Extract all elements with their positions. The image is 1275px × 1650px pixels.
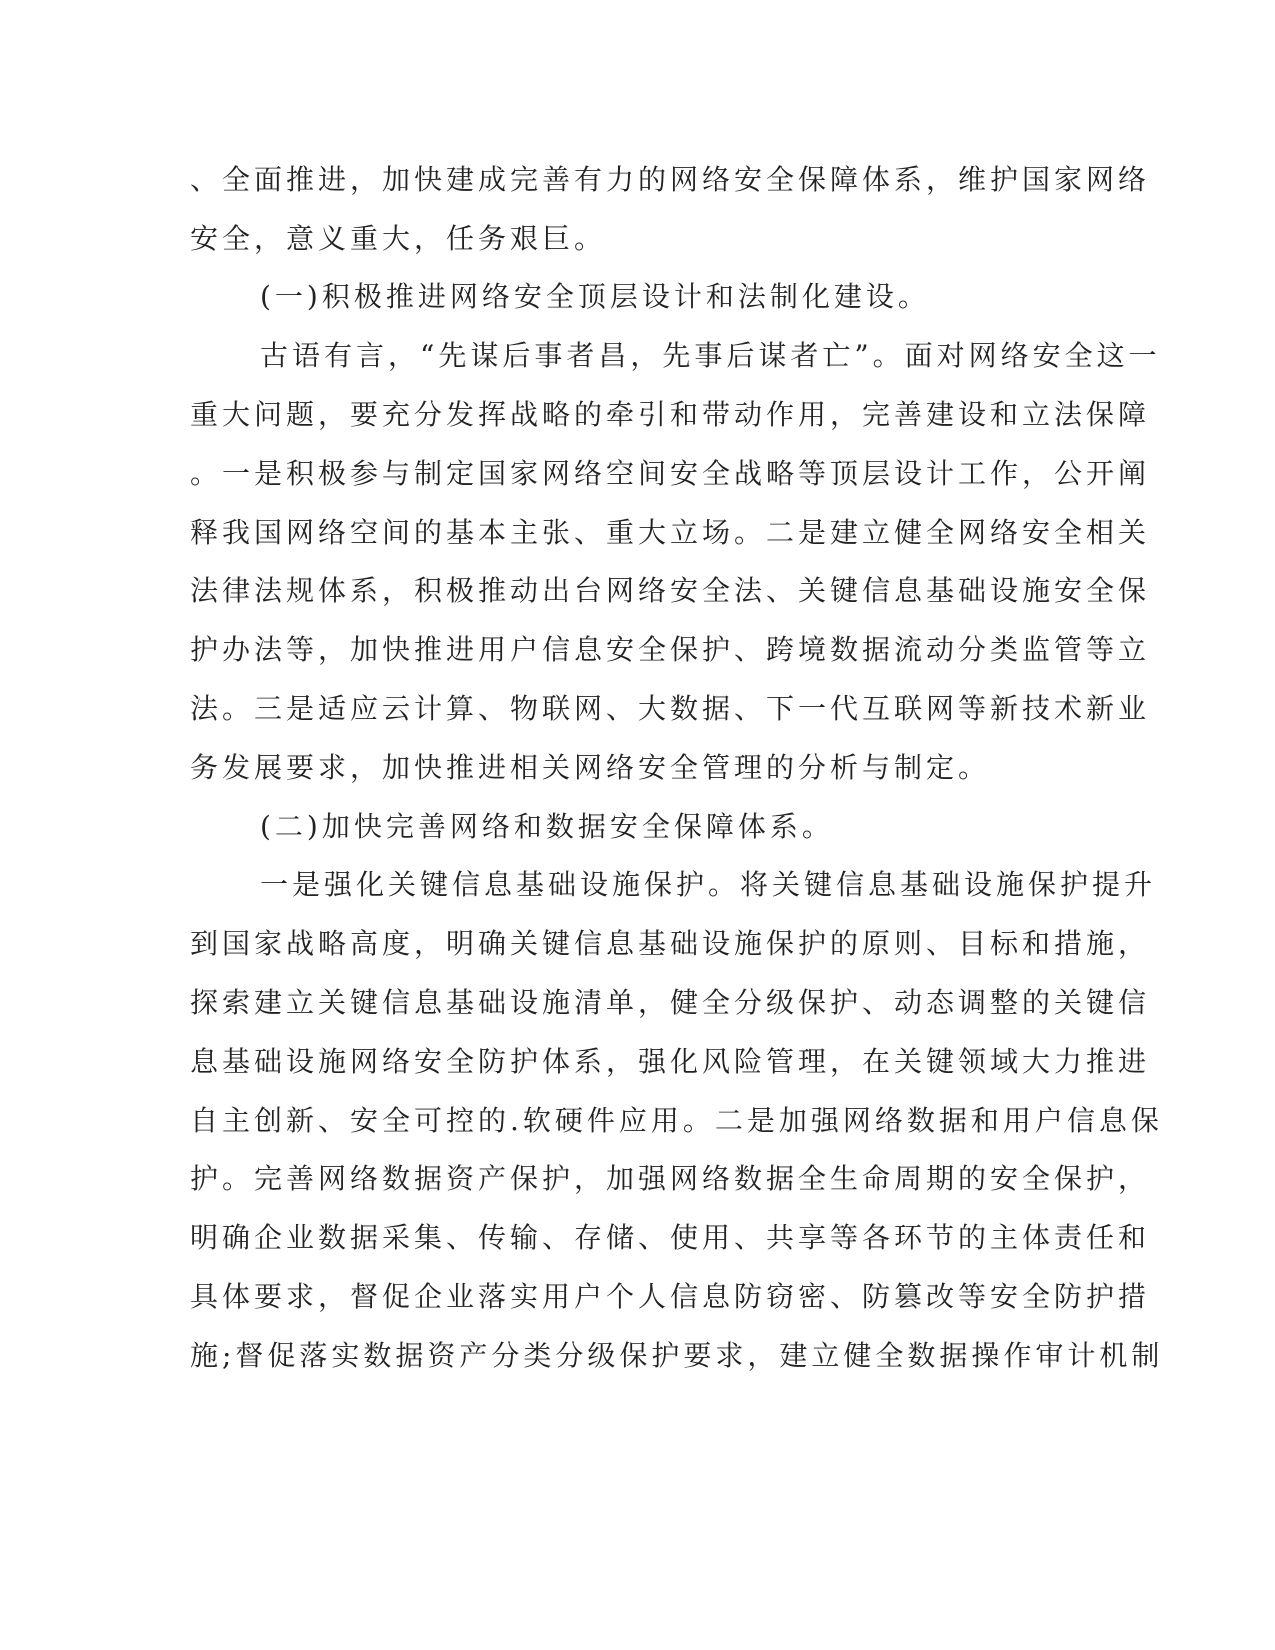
text-line: 探索建立关键信息基础设施清单，健全分级保护、动态调整的关键信 (190, 986, 1151, 1019)
text-line: 到国家战略高度，明确关键信息基础设施保护的原则、目标和措施， (190, 927, 1151, 960)
text-line: 施;督促落实数据资产分类分级保护要求，建立健全数据操作审计机制 (190, 1339, 1164, 1372)
text-line: 护。完善网络数据资产保护，加强网络数据全生命周期的安全保护， (190, 1162, 1151, 1195)
text-line: 。一是积极参与制定国家网络空间安全战略等顶层设计工作，公开阐 (190, 457, 1151, 490)
text-line: 、全面推进，加快建成完善有力的网络安全保障体系，维护国家网络 (190, 163, 1151, 196)
text-line: 具体要求，督促企业落实用户个人信息防窃密、防篡改等安全防护措 (190, 1280, 1151, 1313)
text-line: 息基础设施网络安全防护体系，强化风险管理，在关键领域大力推进 (190, 1045, 1151, 1078)
text-line: 一是强化关键信息基础设施保护。将关键信息基础设施保护提升 (260, 868, 1157, 901)
section-heading: (二)加快完善网络和数据安全保障体系。 (260, 810, 834, 843)
text-line: 法。三是适应云计算、物联网、大数据、下一代互联网等新技术新业 (190, 692, 1151, 725)
text-line: 自主创新、安全可控的.软硬件应用。二是加强网络数据和用户信息保 (190, 1104, 1163, 1137)
text-line: 务发展要求，加快推进相关网络安全管理的分析与制定。 (190, 751, 991, 784)
text-line: 安全，意义重大，任务艰巨。 (190, 222, 607, 255)
section-heading: (一)积极推进网络安全顶层设计和法制化建设。 (260, 280, 930, 313)
text-line: 护办法等，加快推进用户信息安全保护、跨境数据流动分类监管等立 (190, 633, 1151, 666)
text-line: 明确企业数据采集、传输、存储、使用、共享等各环节的主体责任和 (190, 1221, 1151, 1254)
text-line: 法律法规体系，积极推动出台网络安全法、关键信息基础设施安全保 (190, 574, 1151, 607)
text-line: 古语有言，“先谋后事者昌，先事后谋者亡”。面对网络安全这一 (260, 339, 1161, 372)
text-line: 重大问题，要充分发挥战略的牵引和带动作用，完善建设和立法保障 (190, 398, 1151, 431)
text-line: 释我国网络空间的基本主张、重大立场。二是建立健全网络安全相关 (190, 516, 1151, 549)
